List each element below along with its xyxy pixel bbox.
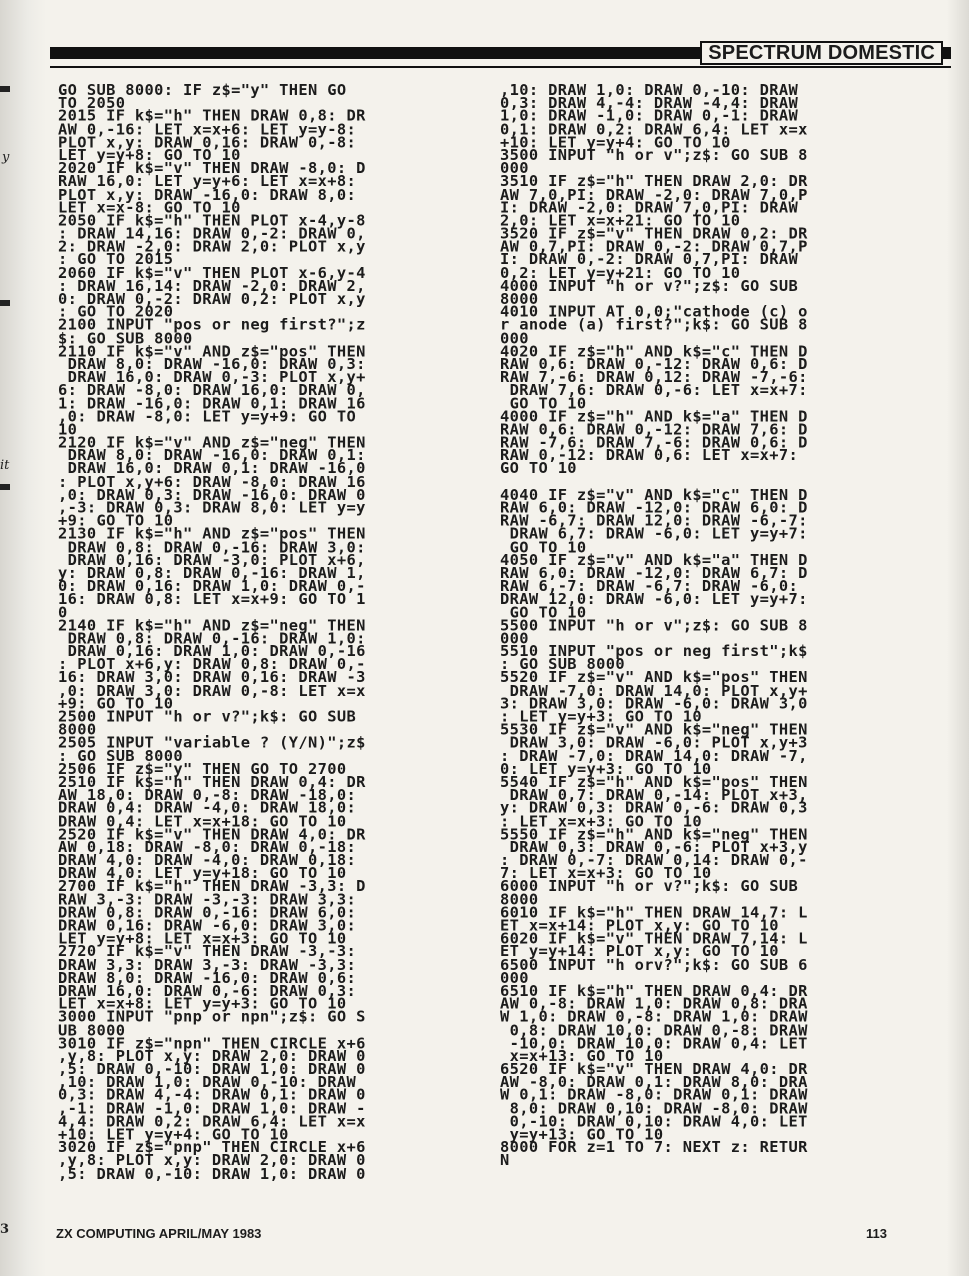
code-line: DRAW 16,0: DRAW 0,-6: DRAW 0,3: [58, 981, 357, 1000]
code-line: RAW 16,0: LET y=y+6: LET x=x+8: [58, 172, 357, 191]
code-line: DRAW -7,0: DRAW 14,0: PLOT x,y+ [500, 681, 808, 700]
code-line: 4040 IF z$="v" AND k$="c" THEN D [500, 485, 808, 504]
code-line: RAW 3,-3: DRAW -3,-3: DRAW 3,3: [58, 890, 357, 909]
page-number: 113 [866, 1226, 887, 1241]
code-line: DRAW 12,0: DRAW -6,0: LET y=y+7: [500, 590, 808, 609]
code-line: 2110 IF k$="v" AND z$="pos" THEN [58, 342, 366, 360]
code-line: 2100 INPUT "pos or neg first?";z [58, 316, 366, 334]
code-line: ET x=x+14: PLOT x,y: GO TO 10 [500, 916, 779, 935]
code-line: DRAW 3,3: DRAW 3,-3: DRAW -3,3: [58, 955, 357, 974]
code-line: RAW 7,-6: DRAW 0,12: DRAW -7,-6: [500, 368, 808, 387]
code-line: : LET y=y+3: GO TO 10 [500, 707, 702, 726]
code-line: 0,3: DRAW 4,-4: DRAW 0,1: DRAW 0 [58, 1086, 366, 1105]
code-line: 4000 IF z$="h" AND k$="a" THEN D [500, 407, 808, 426]
code-line: 0,8: DRAW 10,0: DRAW 0,-8: DRAW [500, 1021, 808, 1039]
code-line: 6000 INPUT "h or v?";k$: GO SUB [500, 877, 799, 896]
code-line: ,0: DRAW 0,3: DRAW -16,0: DRAW 0 [58, 485, 366, 504]
code-line: +10: LET y=y+4: GO TO 10 [58, 1125, 289, 1144]
code-line: 8000 [58, 720, 97, 739]
code-line: 0,3: DRAW 4,-4: DRAW -4,4: DRAW [500, 94, 799, 112]
code-line: 1: DRAW -16,0: DRAW 0,1: DRAW 16 [58, 394, 366, 413]
code-line: 3510 IF z$="h" THEN DRAW 2,0: DR [500, 172, 808, 191]
code-line: W 1,0: DRAW 0,-8: DRAW 1,0: DRAW [500, 1007, 808, 1026]
code-line: 2506 IF z$="y" THEN GO TO 2700 [58, 759, 347, 778]
code-line: DRAW 0,3: DRAW 0,-6: PLOT x+3,y [500, 838, 808, 857]
code-line: ,5: DRAW 0,-10: DRAW 1,0: DRAW 0 [58, 1060, 366, 1079]
code-line: ,10: DRAW 1,0: DRAW 0,-10: DRAW [500, 81, 799, 99]
code-line: PLOT x,y: DRAW 0,16: DRAW 0,-8: [58, 133, 357, 152]
code-line: 8000 [500, 890, 539, 909]
code-line: DRAW 16,0: DRAW 0,-3: PLOT x,y+ [58, 368, 366, 387]
code-line: 6020 IF k$="v" THEN DRAW 7,14: L [500, 929, 808, 948]
code-line: 4000 INPUT "h or v?";z$: GO SUB [500, 276, 799, 295]
code-line: 2: DRAW -2,0: DRAW 2,0: PLOT x,y [58, 237, 366, 256]
code-line: y: DRAW 0,3: DRAW 0,-6: DRAW 0,3 [500, 799, 808, 817]
code-line: RAW -7,6: DRAW 7,-6: DRAW 0,6: D [500, 433, 808, 452]
code-line: AW 0,7,PI: DRAW 0,-2: DRAW 0,7,P [500, 237, 808, 256]
code-line: ,0: DRAW 3,0: DRAW 0,-8: LET x=x [58, 681, 366, 700]
code-line: AW 0,18: DRAW -8,0: DRAW 0,-18: [58, 838, 357, 857]
code-line: : GO SUB 8000 [500, 655, 626, 674]
code-line: PLOT x,y: DRAW -16,0: DRAW 8,0: [58, 185, 357, 204]
code-line: ET y=y+14: PLOT x,y: GO TO 10 [500, 942, 779, 961]
header-rule-end [943, 47, 951, 59]
page-curl-shadow [947, 0, 969, 1276]
listing-column-right [500, 81, 920, 1170]
code-line: 000 [500, 629, 529, 648]
code-line: 0,-10: DRAW 0,10: DRAW 4,0: LET [500, 1112, 808, 1131]
header-underline [50, 66, 951, 68]
code-line: 5510 INPUT "pos or neg first";k$ [500, 642, 808, 661]
code-line: 000 [500, 159, 529, 178]
code-line: I: DRAW 0,-2: DRAW 0,7,PI: DRAW [500, 250, 799, 269]
code-line: 5530 IF z$="v" AND k$="neg" THEN [500, 720, 808, 739]
code-line: 2050 IF k$="h" THEN PLOT x-4,y-8 [58, 211, 366, 230]
code-line: DRAW 7,6: DRAW 0,-6: LET x=x+7: [500, 381, 808, 400]
code-line: 10 [58, 420, 78, 439]
code-line: GO TO 10 [500, 603, 587, 622]
code-line: GO TO 10 [500, 459, 577, 478]
code-line: 3520 IF z$="v" THEN DRAW 0,2: DR [500, 224, 808, 243]
code-line: 2700 IF k$="h" THEN DRAW -3,3: D [58, 877, 366, 896]
code-line: 7: LET x=x+3: GO TO 10 [500, 864, 712, 883]
code-line: x=x+13: GO TO 10 [500, 1047, 664, 1065]
code-line: DRAW 0,8: DRAW 0,-16: DRAW 1,0: [58, 629, 366, 648]
code-line: 0: DRAW 0,16: DRAW 1,0: DRAW 0,- [58, 577, 366, 595]
code-line: RAW 0,-12: DRAW 0,6: LET x=x+7: [500, 446, 799, 465]
code-line: 0 [58, 603, 68, 622]
code-line: DRAW 0,4: DRAW -4,0: DRAW 18,0: [58, 799, 357, 817]
publication-footer: ZX COMPUTING APRIL/MAY 1983 [56, 1226, 262, 1241]
code-line: DRAW 6,7: DRAW -6,0: LET y=y+7: [500, 524, 808, 543]
code-line: GO TO 10 [500, 537, 587, 556]
section-title: SPECTRUM DOMESTIC [700, 41, 943, 65]
code-line: 4010 INPUT AT 0,0;"cathode (c) o [500, 302, 808, 321]
code-line: : DRAW 0,-7: DRAW 0,14: DRAW 0,- [500, 851, 808, 870]
code-line: ,y,8: PLOT x,y: DRAW 2,0: DRAW 0 [58, 1047, 366, 1065]
code-line: 2505 INPUT "variable ? (Y/N)";z$ [58, 733, 366, 752]
code-line: AW 0,-8: DRAW 1,0: DRAW 0,8: DRA [500, 994, 808, 1013]
code-line: 6520 IF k$="v" THEN DRAW 4,0: DR [500, 1060, 808, 1079]
code-line: W 0,1: DRAW -8,0: DRAW 0,1: DRAW [500, 1086, 808, 1105]
code-line: 3500 INPUT "h or v";z$: GO SUB 8 [500, 146, 808, 165]
code-line: 2720 IF k$="v" THEN DRAW -3,-3: [58, 942, 357, 961]
code-line: LET y=y+8: GO TO 10 [58, 146, 241, 165]
code-line: 3000 INPUT "pnp or npn";z$: GO S [58, 1007, 366, 1026]
code-line: -10,0: DRAW 10,0: DRAW 0,4: LET [500, 1034, 808, 1052]
code-line: 5540 IF z$="h" AND k$="pos" THEN [500, 772, 808, 791]
code-line: r anode (a) first?";k$: GO SUB 8 [500, 316, 808, 334]
code-line: 2120 IF k$="v" AND z$="neg" THEN [58, 433, 366, 452]
code-line: 2015 IF k$="h" THEN DRAW 0,8: DR [58, 107, 366, 125]
code-line: 16: DRAW 3,0: DRAW 0,16: DRAW -3 [58, 668, 366, 687]
code-line: DRAW 8,0: DRAW -16,0: DRAW 0,6: [58, 968, 357, 987]
code-line: 5520 IF z$="v" AND k$="pos" THEN [500, 668, 808, 687]
code-line: UB 8000 [58, 1021, 126, 1039]
code-line: : DRAW 14,16: DRAW 0,-2: DRAW 0, [58, 224, 366, 243]
code-line: 000 [500, 329, 529, 347]
code-line: : PLOT x,y+6: DRAW -8,0: DRAW 16 [58, 472, 366, 491]
code-line: RAW 6,-7: DRAW -6,7: DRAW -6,0: [500, 577, 799, 595]
code-line: : PLOT x+6,y: DRAW 0,8: DRAW 0,- [58, 655, 366, 674]
code-line: RAW 6,0: DRAW -12,0: DRAW 6,7: D [500, 564, 808, 582]
code-line: 6: DRAW -8,0: DRAW 16,0: DRAW 0, [58, 381, 366, 400]
header-rule [50, 47, 700, 59]
code-line: y: DRAW 0,8: DRAW 0,-16: DRAW 1, [58, 564, 366, 582]
code-line: DRAW 0,16: DRAW -3,0: PLOT x+6, [58, 551, 366, 569]
code-line: : DRAW 16,14: DRAW -2,0: DRAW 2, [58, 276, 366, 295]
code-line: 6500 INPUT "h orv?";k$: GO SUB 6 [500, 955, 808, 974]
code-line: 0: LET y=y+3: GO TO 10 [500, 759, 712, 778]
code-line: +9: GO TO 10 [58, 511, 174, 530]
code-line: TO 2050 [58, 94, 126, 112]
code-line: : GO SUB 8000 [58, 746, 184, 765]
code-line: DRAW 4,0: LET y=y+18: GO TO 10 [58, 864, 347, 883]
code-line: DRAW 8,0: DRAW -16,0: DRAW 0,3: [58, 355, 366, 374]
section-header [50, 42, 951, 64]
code-line: 0,1: DRAW 0,2: DRAW 6,4: LET x=x [500, 120, 808, 139]
code-line: AW 0,-16: LET x=x+6: LET y=y-8: [58, 120, 357, 139]
code-line: 8,0: DRAW 0,10: DRAW -8,0: DRAW [500, 1099, 808, 1118]
code-line: 8000 [500, 289, 539, 308]
code-line: 4050 IF z$="v" AND k$="a" THEN D [500, 551, 808, 569]
code-line: RAW 0,6: DRAW 0,-12: DRAW 7,6: D [500, 420, 808, 439]
code-line: 000 [500, 968, 529, 987]
code-line: AW 7,0,PI: DRAW -2,0: DRAW 7,0,P [500, 185, 808, 204]
code-line: N [500, 1151, 510, 1170]
code-line: : GO TO 2020 [58, 302, 174, 321]
code-line: I: DRAW -2,0: DRAW 7,0,PI: DRAW [500, 198, 799, 217]
facing-page-marks: y it 3 [0, 0, 20, 1276]
code-line: DRAW 0,8: DRAW 0,-16: DRAW 6,0: [58, 903, 357, 922]
code-line: 16: DRAW 0,8: LET x=x+9: GO TO 1 [58, 590, 366, 609]
code-line: ,y,8: PLOT x,y: DRAW 2,0: DRAW 0 [58, 1151, 366, 1170]
code-line: y=y+13: GO TO 10 [500, 1125, 664, 1144]
code-line: 4020 IF z$="h" AND k$="c" THEN D [500, 342, 808, 360]
code-line: 0,2: LET y=y+21: GO TO 10 [500, 263, 741, 282]
code-line: RAW -6,7: DRAW 12,0: DRAW -6,-7: [500, 511, 808, 530]
code-line: +10: LET y=y+4: GO TO 10 [500, 133, 731, 152]
code-line: ,10: DRAW 1,0: DRAW 0,-10: DRAW [58, 1073, 357, 1092]
listing-column-left [58, 81, 478, 1183]
code-line: LET x=x-8: GO TO 10 [58, 198, 241, 217]
code-line: DRAW 16,0: DRAW 0,1: DRAW -16,0 [58, 459, 366, 478]
code-line: : DRAW -7,0: DRAW 14,0: DRAW -7, [500, 746, 808, 765]
code-line: : GO TO 2015 [58, 250, 174, 269]
code-line: ,-3: DRAW 0,3: DRAW 8,0: LET y=y [58, 498, 366, 517]
code-line: GO SUB 8000: IF z$="y" THEN GO [58, 81, 347, 99]
code-line: AW -8,0: DRAW 0,1: DRAW 8,0: DRA [500, 1073, 808, 1092]
code-line: DRAW 0,8: DRAW 0,-16: DRAW 3,0: [58, 537, 366, 556]
code-line: GO TO 10 [500, 394, 587, 413]
code-line: $: GO SUB 8000 [58, 329, 193, 347]
code-line: DRAW 0,4: LET x=x+18: GO TO 10 [58, 812, 347, 830]
code-line: ,0: DRAW -8,0: LET y=y+9: GO TO [58, 407, 357, 426]
code-line: 2140 IF k$="h" AND z$="neg" THEN [58, 616, 366, 635]
code-line: 8000 FOR z=1 TO 7: NEXT z: RETUR [500, 1138, 808, 1157]
code-line: 5500 INPUT "h or v";z$: GO SUB 8 [500, 616, 808, 635]
code-line: RAW 6,0: DRAW -12,0: DRAW 6,0: D [500, 498, 808, 517]
code-line: RAW 0,6: DRAW 0,-12: DRAW 0,6: D [500, 355, 808, 374]
code-line: 0: DRAW 0,-2: DRAW 0,2: PLOT x,y [58, 289, 366, 308]
code-line: 5550 IF z$="h" AND k$="neg" THEN [500, 825, 808, 844]
code-line: 2,0: LET x=x+21: GO TO 10 [500, 211, 741, 230]
code-line: 2500 INPUT "h or v?";k$: GO SUB [58, 707, 357, 726]
code-line: AW 18,0: DRAW 0,-8: DRAW -18,0: [58, 786, 357, 804]
code-line: ,5: DRAW 0,-10: DRAW 1,0: DRAW 0 [58, 1164, 366, 1183]
code-line: DRAW 0,16: DRAW 1,0: DRAW 0,-16 [58, 642, 366, 661]
code-line: 1,0: DRAW -1,0: DRAW 0,-1: DRAW [500, 107, 799, 125]
code-line: LET y=y+8: LET x=x+3: GO TO 10 [58, 929, 347, 948]
code-line: +9: GO TO 10 [58, 694, 174, 713]
code-line: DRAW 8,0: DRAW -16,0: DRAW 0,1: [58, 446, 366, 465]
code-line: 6510 IF k$="h" THEN DRAW 0,4: DR [500, 981, 808, 1000]
code-line: 3010 IF z$="npn" THEN CIRCLE x+6 [58, 1034, 366, 1052]
code-line: DRAW 3,0: DRAW -6,0: PLOT x,y+3 [500, 733, 808, 752]
code-line: ,-1: DRAW -1,0: DRAW 1,0: DRAW - [58, 1099, 366, 1118]
code-line: 6010 IF k$="h" THEN DRAW 14,7: L [500, 903, 808, 922]
code-line: 4,4: DRAW 0,2: DRAW 6,4: LET x=x [58, 1112, 366, 1131]
code-line: DRAW 0,7: DRAW 0,-14: PLOT x+3, [500, 786, 808, 804]
code-line: 2130 IF k$="h" AND z$="pos" THEN [58, 524, 366, 543]
code-line: 3: DRAW 3,0: DRAW -6,0: DRAW 3,0 [500, 694, 808, 713]
code-line: 2520 IF k$="v" THEN DRAW 4,0: DR [58, 825, 366, 844]
code-line: 2060 IF k$="v" THEN PLOT x-6,y-4 [58, 263, 366, 282]
code-line: DRAW 0,16: DRAW -6,0: DRAW 3,0: [58, 916, 357, 935]
code-line: : LET x=x+3: GO TO 10 [500, 812, 702, 830]
code-line: 3020 IF z$="pnp" THEN CIRCLE x+6 [58, 1138, 366, 1157]
code-line: LET x=x+8: LET y=y+3: GO TO 10 [58, 994, 347, 1013]
code-line: 2020 IF k$="v" THEN DRAW -8,0: D [58, 159, 366, 178]
code-line: DRAW 4,0: DRAW -4,0: DRAW 0,18: [58, 851, 357, 870]
code-line: 2510 IF k$="h" THEN DRAW 0,4: DR [58, 772, 366, 791]
